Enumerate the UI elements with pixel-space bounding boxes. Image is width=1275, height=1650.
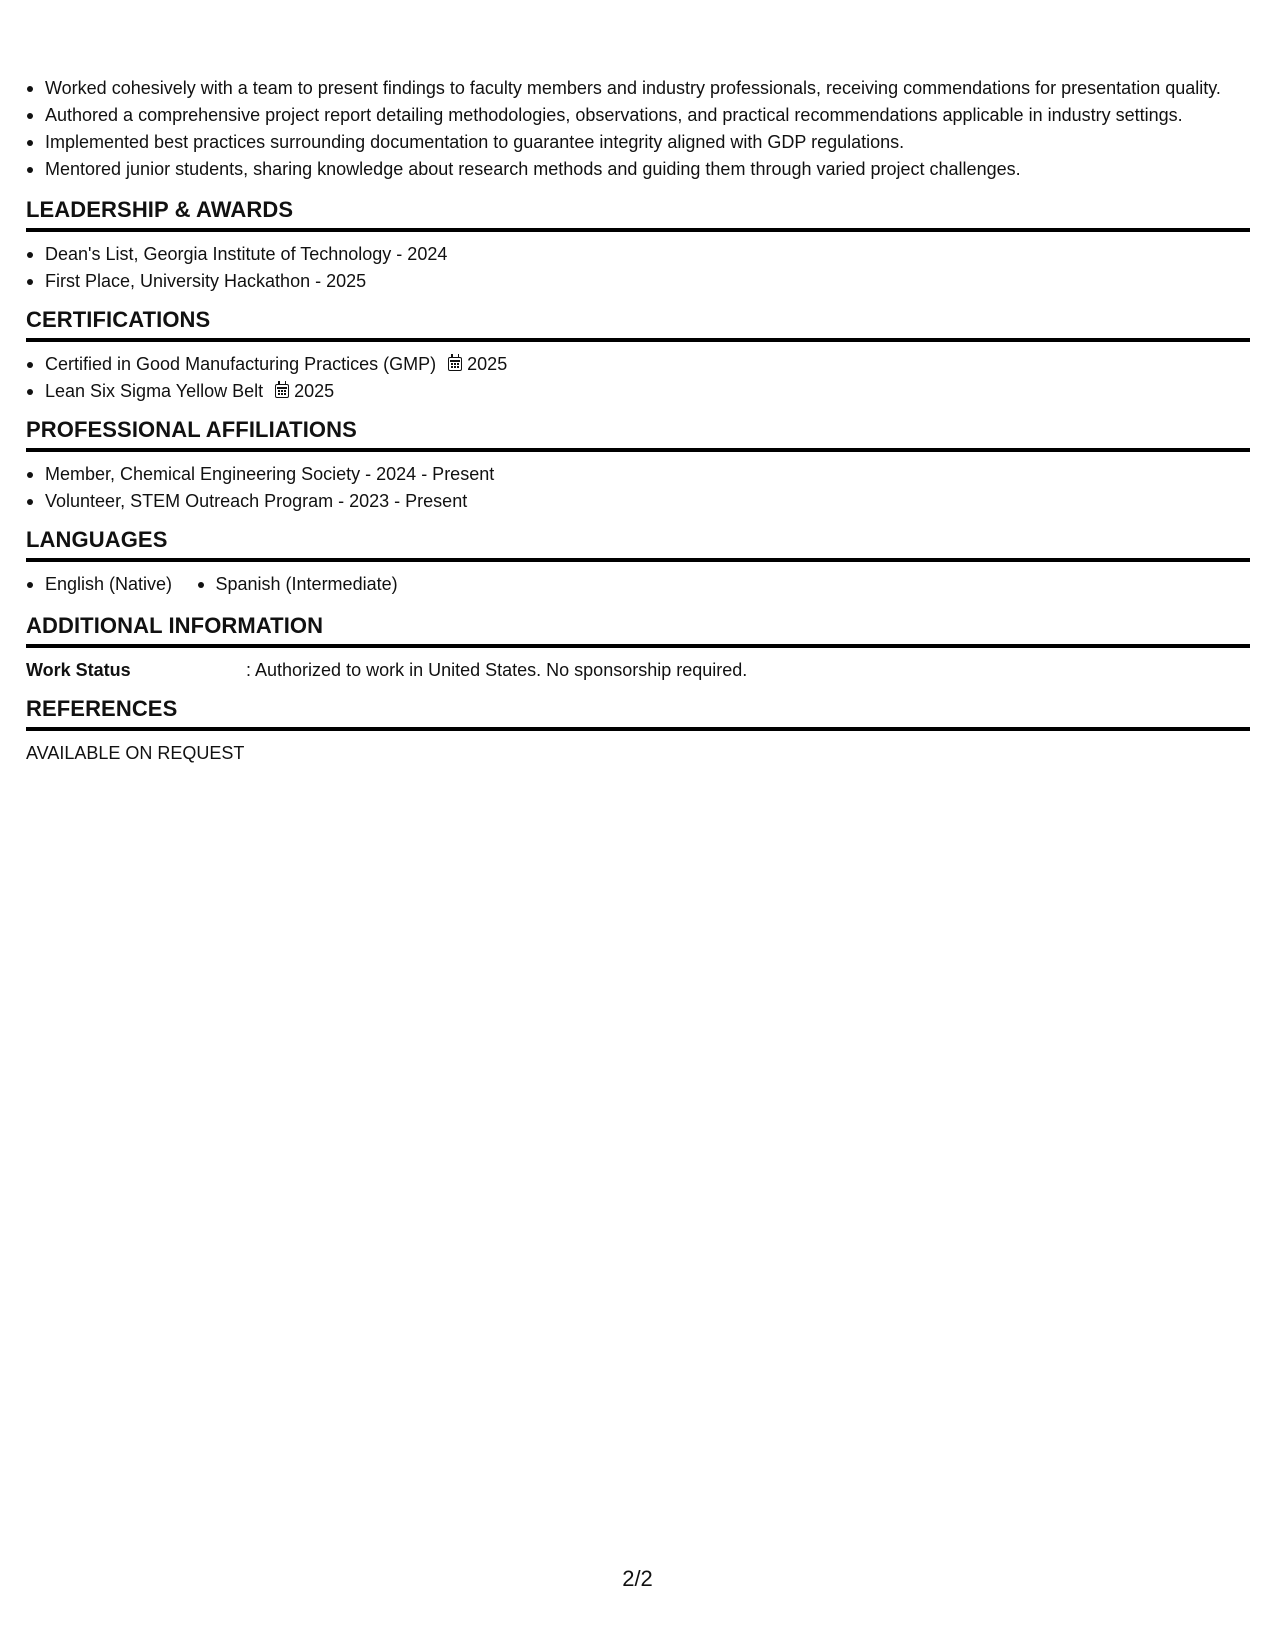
- language-item: English (Native): [26, 572, 172, 596]
- page-number: 2/2: [622, 1566, 653, 1591]
- work-status-row: [26, 658, 1250, 682]
- affiliation-item: Volunteer, STEM Outreach Program - 2023 - Present: [26, 489, 1250, 513]
- experience-bullet-list: [26, 76, 1250, 181]
- references-text: AVAILABLE ON REQUEST: [26, 743, 245, 763]
- languages-list: [26, 572, 1250, 599]
- affiliations-title: PROFESSIONAL AFFILIATIONS: [26, 417, 1250, 452]
- leadership-item: First Place, University Hackathon - 2025: [26, 269, 1250, 293]
- certification-year: 2025: [467, 354, 508, 374]
- certification-name: Lean Six Sigma Yellow Belt: [45, 381, 264, 401]
- leadership-list: [26, 242, 1250, 293]
- languages-title: LANGUAGES: [26, 527, 1250, 562]
- work-status-label: Work Status: [26, 660, 131, 680]
- certifications-list: [26, 352, 1250, 403]
- leadership-item: Dean's List, Georgia Institute of Technology - 2024: [26, 242, 1250, 266]
- references-title: REFERENCES: [26, 696, 1250, 731]
- work-status-value: : Authorized to work in United States. No sponsorship required.: [246, 660, 748, 680]
- experience-bullet: Authored a comprehensive project report detailing methodologies, observations, and practical recommendations applicable in industry settings.: [26, 103, 1250, 127]
- leadership-section: [26, 197, 1250, 293]
- calendar-icon: [275, 384, 289, 398]
- affiliations-list: [26, 462, 1250, 513]
- certification-year: 2025: [294, 381, 335, 401]
- leadership-title: LEADERSHIP & AWARDS: [26, 197, 1250, 232]
- calendar-icon: [448, 357, 462, 371]
- certification-name: Certified in Good Manufacturing Practices (GMP): [45, 354, 437, 374]
- languages-section: [26, 527, 1250, 599]
- experience-bullet: Mentored junior students, sharing knowledge about research methods and guiding them through varied project challenges.: [26, 157, 1250, 181]
- certification-item: [26, 379, 1250, 403]
- affiliations-section: [26, 417, 1250, 513]
- certification-item: [26, 352, 1250, 376]
- certifications-section: [26, 307, 1250, 403]
- experience-bullet: Implemented best practices surrounding documentation to guarantee integrity aligned with GDP regulations.: [26, 130, 1250, 154]
- references-section: [26, 696, 1250, 765]
- certifications-title: CERTIFICATIONS: [26, 307, 1250, 342]
- additional-info-title: ADDITIONAL INFORMATION: [26, 613, 1250, 648]
- language-item: Spanish (Intermediate): [197, 572, 398, 596]
- resume-page: [26, 0, 1250, 765]
- affiliation-item: Member, Chemical Engineering Society - 2024 - Present: [26, 462, 1250, 486]
- experience-bullet: Worked cohesively with a team to present findings to faculty members and industry professionals, receiving commendations for presentation quality.: [26, 76, 1250, 100]
- additional-info-section: [26, 613, 1250, 682]
